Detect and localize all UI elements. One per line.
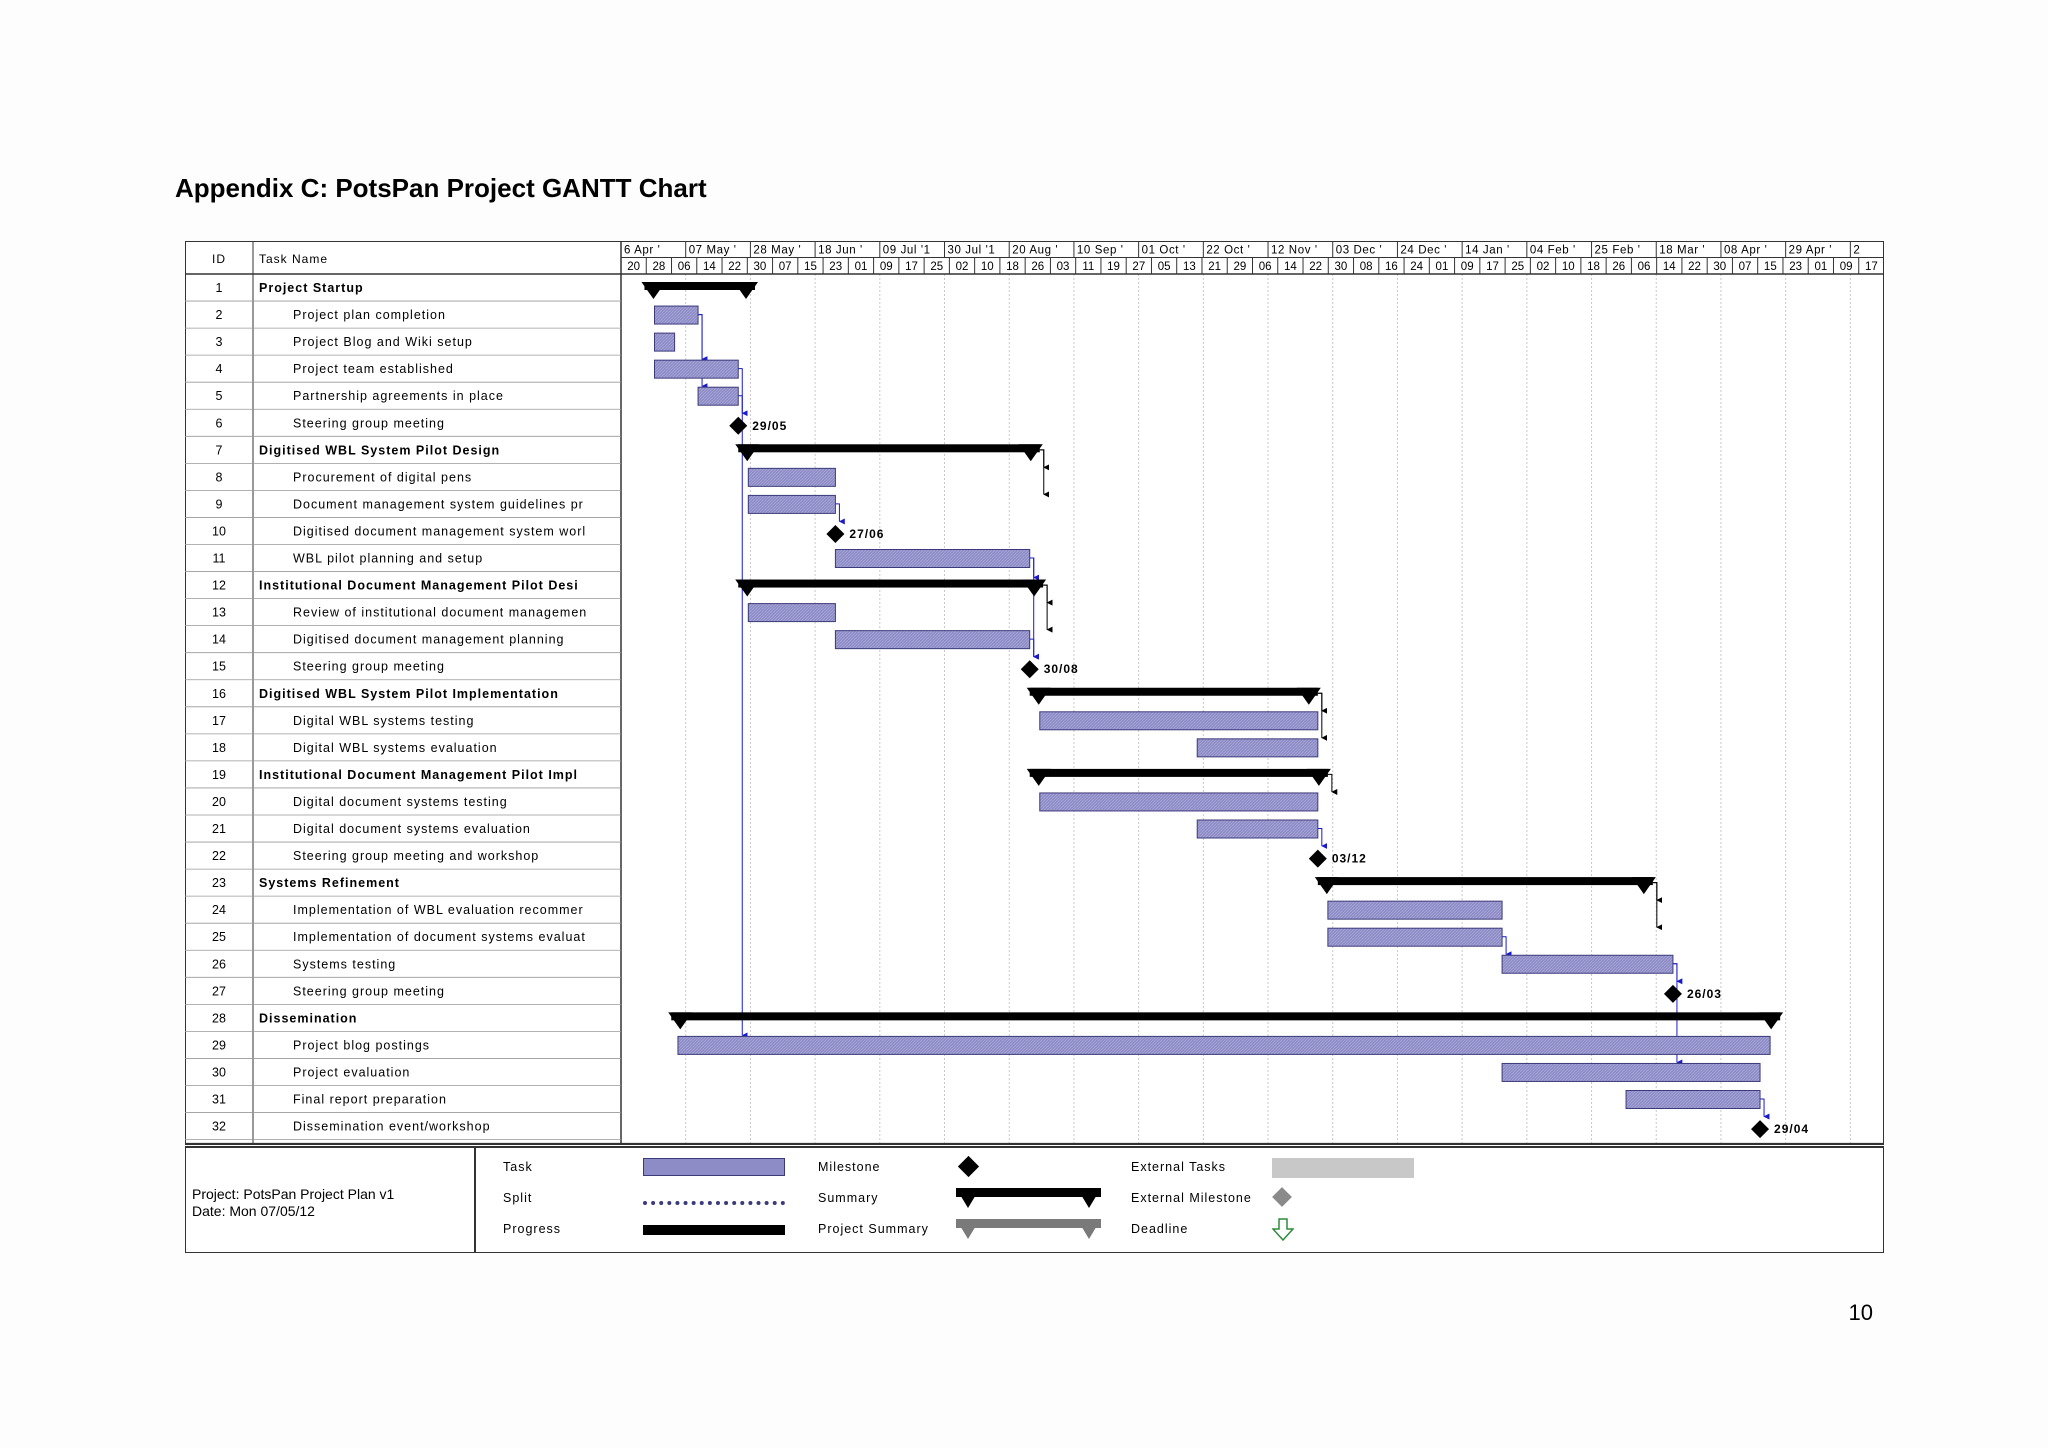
dependency-link bbox=[1328, 774, 1332, 792]
dependency-link bbox=[1653, 883, 1657, 928]
dependency-link bbox=[738, 396, 742, 414]
task-bar bbox=[1502, 1063, 1760, 1081]
legend-divider bbox=[474, 1148, 476, 1253]
milestone-date-label: 30/08 bbox=[1043, 662, 1079, 677]
task-id: 29 bbox=[212, 1038, 226, 1053]
timescale-minor-label: 03 bbox=[1056, 261, 1070, 273]
timescale-major-label: 20 Aug ' bbox=[1012, 244, 1059, 257]
timescale-minor-label: 09 bbox=[1839, 261, 1853, 273]
task-bar bbox=[1626, 1091, 1760, 1109]
legend-external-tasks-swatch bbox=[1272, 1158, 1414, 1178]
timescale-major-label: 25 Feb ' bbox=[1594, 244, 1641, 257]
task-id: 23 bbox=[212, 876, 226, 891]
task-name: Project Blog and Wiki setup bbox=[293, 335, 473, 350]
task-name: Steering group meeting and workshop bbox=[293, 849, 540, 864]
timescale-minor-label: 22 bbox=[1309, 261, 1323, 273]
timescale-minor-label: 06 bbox=[1258, 261, 1272, 273]
timescale-minor-label: 29 bbox=[1233, 261, 1247, 273]
task-name: WBL pilot planning and setup bbox=[293, 551, 484, 566]
timescale-minor-label: 02 bbox=[1536, 261, 1550, 273]
task-name: Digitised document management planning bbox=[293, 632, 565, 647]
task-bar bbox=[1197, 739, 1318, 757]
timescale-minor-label: 16 bbox=[1385, 261, 1398, 273]
task-bar bbox=[655, 306, 699, 324]
dependency-link bbox=[1040, 450, 1044, 468]
legend-progress-label: Progress bbox=[503, 1222, 562, 1236]
task-name: Document management system guidelines pr bbox=[293, 497, 584, 512]
summary-end-cap bbox=[1022, 580, 1046, 597]
task-name: Dissemination event/workshop bbox=[293, 1119, 491, 1134]
timescale-minor-label: 18 bbox=[1006, 261, 1019, 273]
timescale-minor-label: 21 bbox=[1208, 261, 1222, 273]
task-id: 2 bbox=[215, 308, 223, 323]
timescale-minor-label: 17 bbox=[1864, 261, 1878, 273]
task-name: Institutional Document Management Pilot Desi bbox=[259, 578, 579, 593]
timescale-major-label: 2 bbox=[1853, 244, 1861, 257]
timescale-major-label: 03 Dec ' bbox=[1335, 244, 1383, 257]
timescale-major-label: 18 Jun ' bbox=[818, 244, 863, 257]
timescale-major-label: 08 Apr ' bbox=[1723, 244, 1768, 257]
task-bar bbox=[748, 495, 835, 513]
timescale-minor-label: 22 bbox=[728, 261, 742, 273]
timescale-minor-label: 14 bbox=[1283, 261, 1297, 273]
task-id: 3 bbox=[215, 335, 223, 350]
milestone-diamond bbox=[826, 525, 844, 543]
timescale-minor-label: 24 bbox=[1410, 261, 1424, 273]
timescale-minor-label: 27 bbox=[1132, 261, 1146, 273]
task-id: 8 bbox=[215, 470, 223, 485]
summary-start-cap bbox=[1027, 688, 1051, 705]
dependency-link bbox=[1673, 964, 1677, 982]
summary-start-cap bbox=[1027, 769, 1051, 786]
task-id: 6 bbox=[215, 416, 223, 431]
timescale-minor-label: 14 bbox=[703, 261, 716, 273]
timescale-major-label: 28 May ' bbox=[753, 244, 802, 257]
dependency-link bbox=[1502, 937, 1506, 955]
task-bar bbox=[748, 604, 835, 622]
milestone-diamond bbox=[729, 417, 747, 435]
dependency-link bbox=[835, 504, 839, 522]
task-id: 16 bbox=[212, 686, 226, 701]
dependency-link bbox=[1030, 558, 1034, 657]
task-name: Partnership agreements in place bbox=[293, 389, 504, 404]
task-id: 1 bbox=[215, 281, 223, 295]
legend-project-summary-swatch bbox=[956, 1219, 1101, 1243]
timescale-minor-label: 30 bbox=[1713, 261, 1727, 273]
summary-end-cap bbox=[1759, 1012, 1783, 1029]
timescale-minor-label: 23 bbox=[1789, 261, 1802, 273]
dependency-link bbox=[698, 315, 702, 360]
milestone-date-label: 29/04 bbox=[1774, 1122, 1810, 1137]
task-id: 17 bbox=[212, 713, 226, 728]
task-name: Systems testing bbox=[293, 957, 397, 972]
summary-start-cap bbox=[1315, 877, 1339, 894]
project-name: Project: PotsPan Project Plan v1 bbox=[192, 1186, 395, 1202]
timescale-minor-label: 19 bbox=[1107, 261, 1120, 273]
task-id: 12 bbox=[212, 578, 226, 593]
milestone-date-label: 27/06 bbox=[849, 526, 885, 541]
legend-external-milestone-label: External Milestone bbox=[1131, 1191, 1252, 1205]
task-id: 28 bbox=[212, 1011, 226, 1026]
timescale-major-label: 29 Apr ' bbox=[1788, 244, 1833, 257]
task-bar bbox=[1040, 793, 1318, 811]
task-id: 10 bbox=[212, 524, 226, 539]
task-name: Steering group meeting bbox=[293, 984, 445, 999]
timescale-minor-label: 02 bbox=[955, 261, 969, 273]
legend-progress-swatch bbox=[643, 1225, 785, 1235]
summary-start-cap bbox=[641, 282, 665, 299]
task-name: Digital document systems testing bbox=[293, 794, 508, 809]
timescale-minor-label: 07 bbox=[778, 261, 792, 273]
task-name: Project blog postings bbox=[293, 1038, 431, 1053]
task-bar bbox=[1197, 820, 1318, 838]
timescale-minor-label: 25 bbox=[1511, 261, 1525, 273]
task-name: Review of institutional document managemen bbox=[293, 605, 588, 620]
task-name: Implementation of WBL evaluation recommer bbox=[293, 903, 584, 918]
task-name: Procurement of digital pens bbox=[293, 470, 473, 485]
legend-split-label: Split bbox=[503, 1191, 533, 1205]
task-id: 30 bbox=[212, 1065, 226, 1080]
timescale-minor-label: 10 bbox=[980, 261, 994, 273]
dependency-link bbox=[1318, 693, 1322, 738]
task-name: Project Startup bbox=[259, 281, 364, 295]
dependency-link bbox=[1030, 558, 1034, 578]
gantt-chart bbox=[185, 241, 1884, 1145]
timescale-minor-label: 30 bbox=[753, 261, 767, 273]
dependency-link bbox=[738, 369, 742, 1036]
dependency-link bbox=[1030, 639, 1034, 657]
timescale-minor-label: 17 bbox=[1486, 261, 1499, 273]
task-id: 13 bbox=[212, 605, 226, 620]
task-name: Digital WBL systems testing bbox=[293, 713, 475, 728]
task-bar bbox=[698, 387, 738, 405]
legend-summary-swatch bbox=[956, 1188, 1101, 1212]
timescale-minor-label: 10 bbox=[1561, 261, 1575, 273]
task-name: Digital document systems evaluation bbox=[293, 822, 531, 836]
timescale-minor-label: 15 bbox=[804, 261, 817, 273]
summary-end-cap bbox=[1307, 769, 1331, 786]
timescale-minor-label: 23 bbox=[829, 261, 843, 273]
summary-end-cap bbox=[1019, 444, 1043, 461]
task-bar bbox=[1328, 928, 1502, 946]
summary-start-cap bbox=[668, 1012, 692, 1029]
legend-summary-label: Summary bbox=[818, 1191, 879, 1205]
dependency-link bbox=[1318, 829, 1322, 847]
task-name: Digitised document management system worl bbox=[293, 524, 587, 539]
task-id: 31 bbox=[212, 1092, 226, 1107]
timescale-minor-label: 17 bbox=[905, 261, 918, 273]
timescale-minor-label: 25 bbox=[930, 261, 944, 273]
summary-bar bbox=[1030, 769, 1328, 777]
task-bar bbox=[835, 631, 1029, 649]
task-name: Project plan completion bbox=[293, 308, 446, 323]
timescale-major-label: 30 Jul '1 bbox=[947, 244, 996, 257]
milestone-diamond bbox=[1751, 1120, 1769, 1138]
timescale-major-label: 04 Feb ' bbox=[1529, 244, 1576, 257]
dependency-link bbox=[1760, 1099, 1764, 1117]
task-name-header: Task Name bbox=[259, 252, 329, 266]
summary-bar bbox=[738, 580, 1043, 588]
timescale-minor-label: 05 bbox=[1157, 261, 1171, 273]
legend-milestone-diamond-icon bbox=[958, 1156, 979, 1177]
task-name: Institutional Document Management Pilot Impl bbox=[259, 767, 579, 782]
timescale-minor-label: 06 bbox=[677, 261, 691, 273]
task-id: 4 bbox=[215, 362, 223, 377]
timescale-major-label: 07 May ' bbox=[688, 244, 737, 257]
summary-end-cap bbox=[734, 282, 758, 299]
task-name: Systems Refinement bbox=[259, 876, 400, 891]
project-info bbox=[192, 1186, 394, 1220]
task-id: 11 bbox=[212, 551, 226, 566]
timescale-major-label: 09 Jul '1 bbox=[882, 244, 931, 257]
task-id: 19 bbox=[212, 767, 226, 782]
milestone-date-label: 29/05 bbox=[752, 418, 788, 433]
timescale-major-label: 22 Oct ' bbox=[1206, 244, 1251, 257]
timescale-major-label: 14 Jan ' bbox=[1465, 244, 1510, 257]
legend-external-tasks-label: External Tasks bbox=[1131, 1160, 1227, 1174]
timescale-minor-label: 18 bbox=[1587, 261, 1600, 273]
legend-milestone-label: Milestone bbox=[818, 1160, 881, 1174]
milestone-date-label: 03/12 bbox=[1331, 851, 1367, 866]
milestone-diamond bbox=[1309, 850, 1327, 868]
task-id: 32 bbox=[212, 1119, 226, 1134]
task-id: 26 bbox=[212, 957, 226, 972]
task-id: 24 bbox=[212, 903, 226, 918]
task-id: 15 bbox=[212, 659, 226, 674]
legend-split-swatch bbox=[643, 1201, 785, 1205]
task-bar bbox=[655, 333, 675, 351]
timescale-major-label: 10 Sep ' bbox=[1076, 244, 1124, 257]
summary-bar bbox=[1030, 688, 1318, 696]
timescale-minor-label: 11 bbox=[1082, 261, 1095, 273]
task-name: Project team established bbox=[293, 362, 454, 377]
timescale-minor-label: 08 bbox=[1359, 261, 1373, 273]
timescale-minor-label: 26 bbox=[1612, 261, 1626, 273]
task-name: Final report preparation bbox=[293, 1092, 447, 1107]
summary-start-cap bbox=[735, 444, 759, 461]
task-name: Implementation of document systems evaluat bbox=[293, 930, 586, 945]
legend-task-label: Task bbox=[503, 1160, 533, 1174]
timescale-minor-label: 26 bbox=[1031, 261, 1045, 273]
timescale-minor-label: 07 bbox=[1738, 261, 1752, 273]
task-name: Dissemination bbox=[259, 1011, 358, 1026]
timescale-major-label: 01 Oct ' bbox=[1141, 244, 1186, 257]
task-name: Digital WBL systems evaluation bbox=[293, 740, 498, 755]
timescale-minor-label: 09 bbox=[1460, 261, 1474, 273]
task-id: 7 bbox=[215, 443, 223, 458]
summary-end-cap bbox=[1297, 688, 1321, 705]
dependency-link bbox=[1043, 585, 1047, 630]
task-id: 18 bbox=[212, 740, 226, 755]
deadline-arrow-icon bbox=[1272, 1218, 1294, 1242]
milestone-date-label: 26/03 bbox=[1686, 986, 1722, 1001]
summary-bar bbox=[1318, 877, 1653, 885]
timescale-minor-label: 22 bbox=[1688, 261, 1701, 273]
timescale-minor-label: 14 bbox=[1662, 261, 1676, 273]
timescale-minor-label: 01 bbox=[1435, 261, 1449, 273]
timescale-minor-label: 01 bbox=[854, 261, 868, 273]
legend-project-summary-label: Project Summary bbox=[818, 1222, 929, 1236]
timescale-major-label: 18 Mar ' bbox=[1659, 244, 1706, 257]
timescale-minor-label: 01 bbox=[1814, 261, 1828, 273]
task-bar bbox=[835, 550, 1029, 568]
legend-external-milestone-diamond-icon bbox=[1272, 1187, 1292, 1207]
summary-bar bbox=[738, 444, 1040, 452]
task-id: 9 bbox=[215, 497, 223, 512]
task-id: 5 bbox=[215, 389, 223, 404]
id-header: ID bbox=[212, 252, 226, 266]
task-name: Digitised WBL System Pilot Design bbox=[259, 443, 501, 458]
task-bar bbox=[1328, 901, 1502, 919]
task-name: Project evaluation bbox=[293, 1065, 411, 1080]
task-id: 20 bbox=[212, 794, 226, 809]
task-bar bbox=[748, 468, 835, 486]
task-bar bbox=[1502, 955, 1673, 973]
task-name: Steering group meeting bbox=[293, 659, 445, 674]
gantt-legend bbox=[185, 1146, 1884, 1253]
page-number: 10 bbox=[1848, 1300, 1873, 1325]
task-id: 25 bbox=[212, 930, 226, 945]
legend-deadline-label: Deadline bbox=[1131, 1222, 1189, 1236]
task-name: Digitised WBL System Pilot Implementation bbox=[259, 686, 559, 701]
task-id: 22 bbox=[212, 849, 226, 864]
summary-end-cap bbox=[1632, 877, 1656, 894]
task-id: 14 bbox=[212, 632, 226, 647]
dependency-link bbox=[1040, 450, 1044, 495]
task-bar bbox=[678, 1036, 1770, 1054]
timescale-minor-label: 13 bbox=[1182, 261, 1196, 273]
dependency-link bbox=[1043, 585, 1047, 603]
timescale-minor-label: 28 bbox=[652, 261, 666, 273]
task-bar bbox=[655, 360, 739, 378]
legend-task-swatch bbox=[643, 1158, 785, 1176]
timescale-major-label: 6 Apr ' bbox=[624, 244, 661, 257]
summary-bar bbox=[671, 1012, 1780, 1020]
task-id: 27 bbox=[212, 984, 226, 999]
milestone-diamond bbox=[1664, 985, 1682, 1003]
timescale-minor-label: 06 bbox=[1637, 261, 1651, 273]
timescale-minor-label: 09 bbox=[879, 261, 893, 273]
milestone-diamond bbox=[1021, 660, 1039, 678]
task-id: 21 bbox=[212, 822, 226, 836]
page-title: Appendix C: PotsPan Project GANTT Chart bbox=[175, 173, 707, 203]
timescale-minor-label: 20 bbox=[627, 261, 641, 273]
timescale-major-label: 24 Dec ' bbox=[1400, 244, 1448, 257]
task-name: Steering group meeting bbox=[293, 416, 445, 431]
project-date: Date: Mon 07/05/12 bbox=[192, 1203, 315, 1219]
task-bar bbox=[1040, 712, 1318, 730]
timescale-minor-label: 15 bbox=[1763, 261, 1777, 273]
timescale-major-label: 12 Nov ' bbox=[1271, 244, 1318, 257]
summary-start-cap bbox=[735, 580, 759, 597]
timescale-minor-label: 30 bbox=[1334, 261, 1348, 273]
dependency-link bbox=[1318, 693, 1322, 711]
